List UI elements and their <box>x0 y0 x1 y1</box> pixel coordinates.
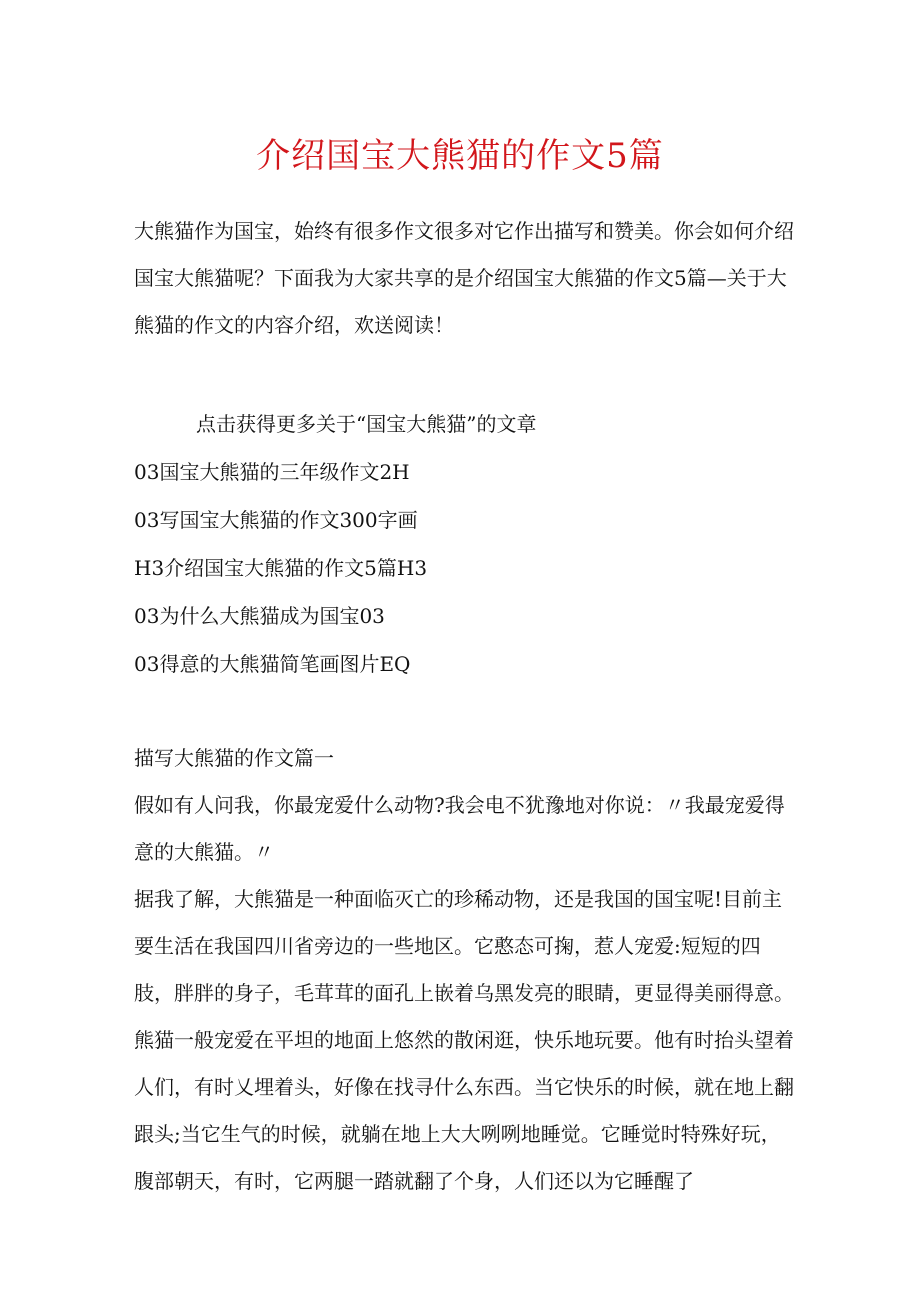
intro-text: 大熊猫作为国宝，始终有很多作文很多对它作出描写和赞美。你会如何介绍国宝大熊猫呢？下面我为大家共享的是介绍国宝大熊猫的作文5篇—关于大熊猫的作文的内容介绍，欢送阅读！ <box>134 219 794 337</box>
essay-paragraph-3: 熊猫一般宠爱在平坦的地面上悠然的散闲逛，快乐地玩要。他有时抬头望着人们，有时乂埋着头，好像在找寻什么东西。当它快乐的时候，就在地上翻跟头;当它生气的时候，就躺在地上大大咧咧地睡觉。它睡觉时特殊好玩，腹部朝天，有时，它两腿一踏就翻了个身，人们还以为它睡醒了 <box>134 1028 794 1193</box>
related-link-3[interactable]: H3介绍国宝大熊猫的作文5篇H3 <box>134 556 428 580</box>
related-link-2[interactable]: 03写国宝大熊猫的作文300字画 <box>134 508 418 532</box>
related-links <box>134 400 794 688</box>
essay-paragraph-2: 据我了解，大熊猫是一种面临灭亡的珍稀动物，还是我国的国宝呢!目前主要生活在我国四川省旁边的一些地区。它憨态可掬，惹人宠爱:短短的四肢，胖胖的身子，毛茸茸的面孔上嵌着乌黑发亮的眼睛，更显得美丽得意。 <box>134 887 794 1005</box>
related-link-1[interactable]: 03国宝大熊猫的三年级作文2H <box>134 460 410 484</box>
document-title: 介绍国宝大熊猫的作文5篇 <box>256 136 664 176</box>
related-link-5[interactable]: 03得意的大熊猫简笔画图片EQ <box>134 652 411 676</box>
intro-paragraph <box>134 208 794 349</box>
essay-paragraph-1: 假如有人问我，你最宠爱什么动物?我会电不犹豫地对你说：〃我最宠爱得意的大熊猫。〃 <box>134 793 785 864</box>
related-heading: 点击获得更多关于“国宝大熊猫”的文章 <box>196 412 537 436</box>
section-heading: 描写大熊猫的作文篇一 <box>134 746 334 770</box>
essay-body <box>134 735 794 1205</box>
related-link-4[interactable]: 03为什么大熊猫成为国宝03 <box>134 604 385 628</box>
